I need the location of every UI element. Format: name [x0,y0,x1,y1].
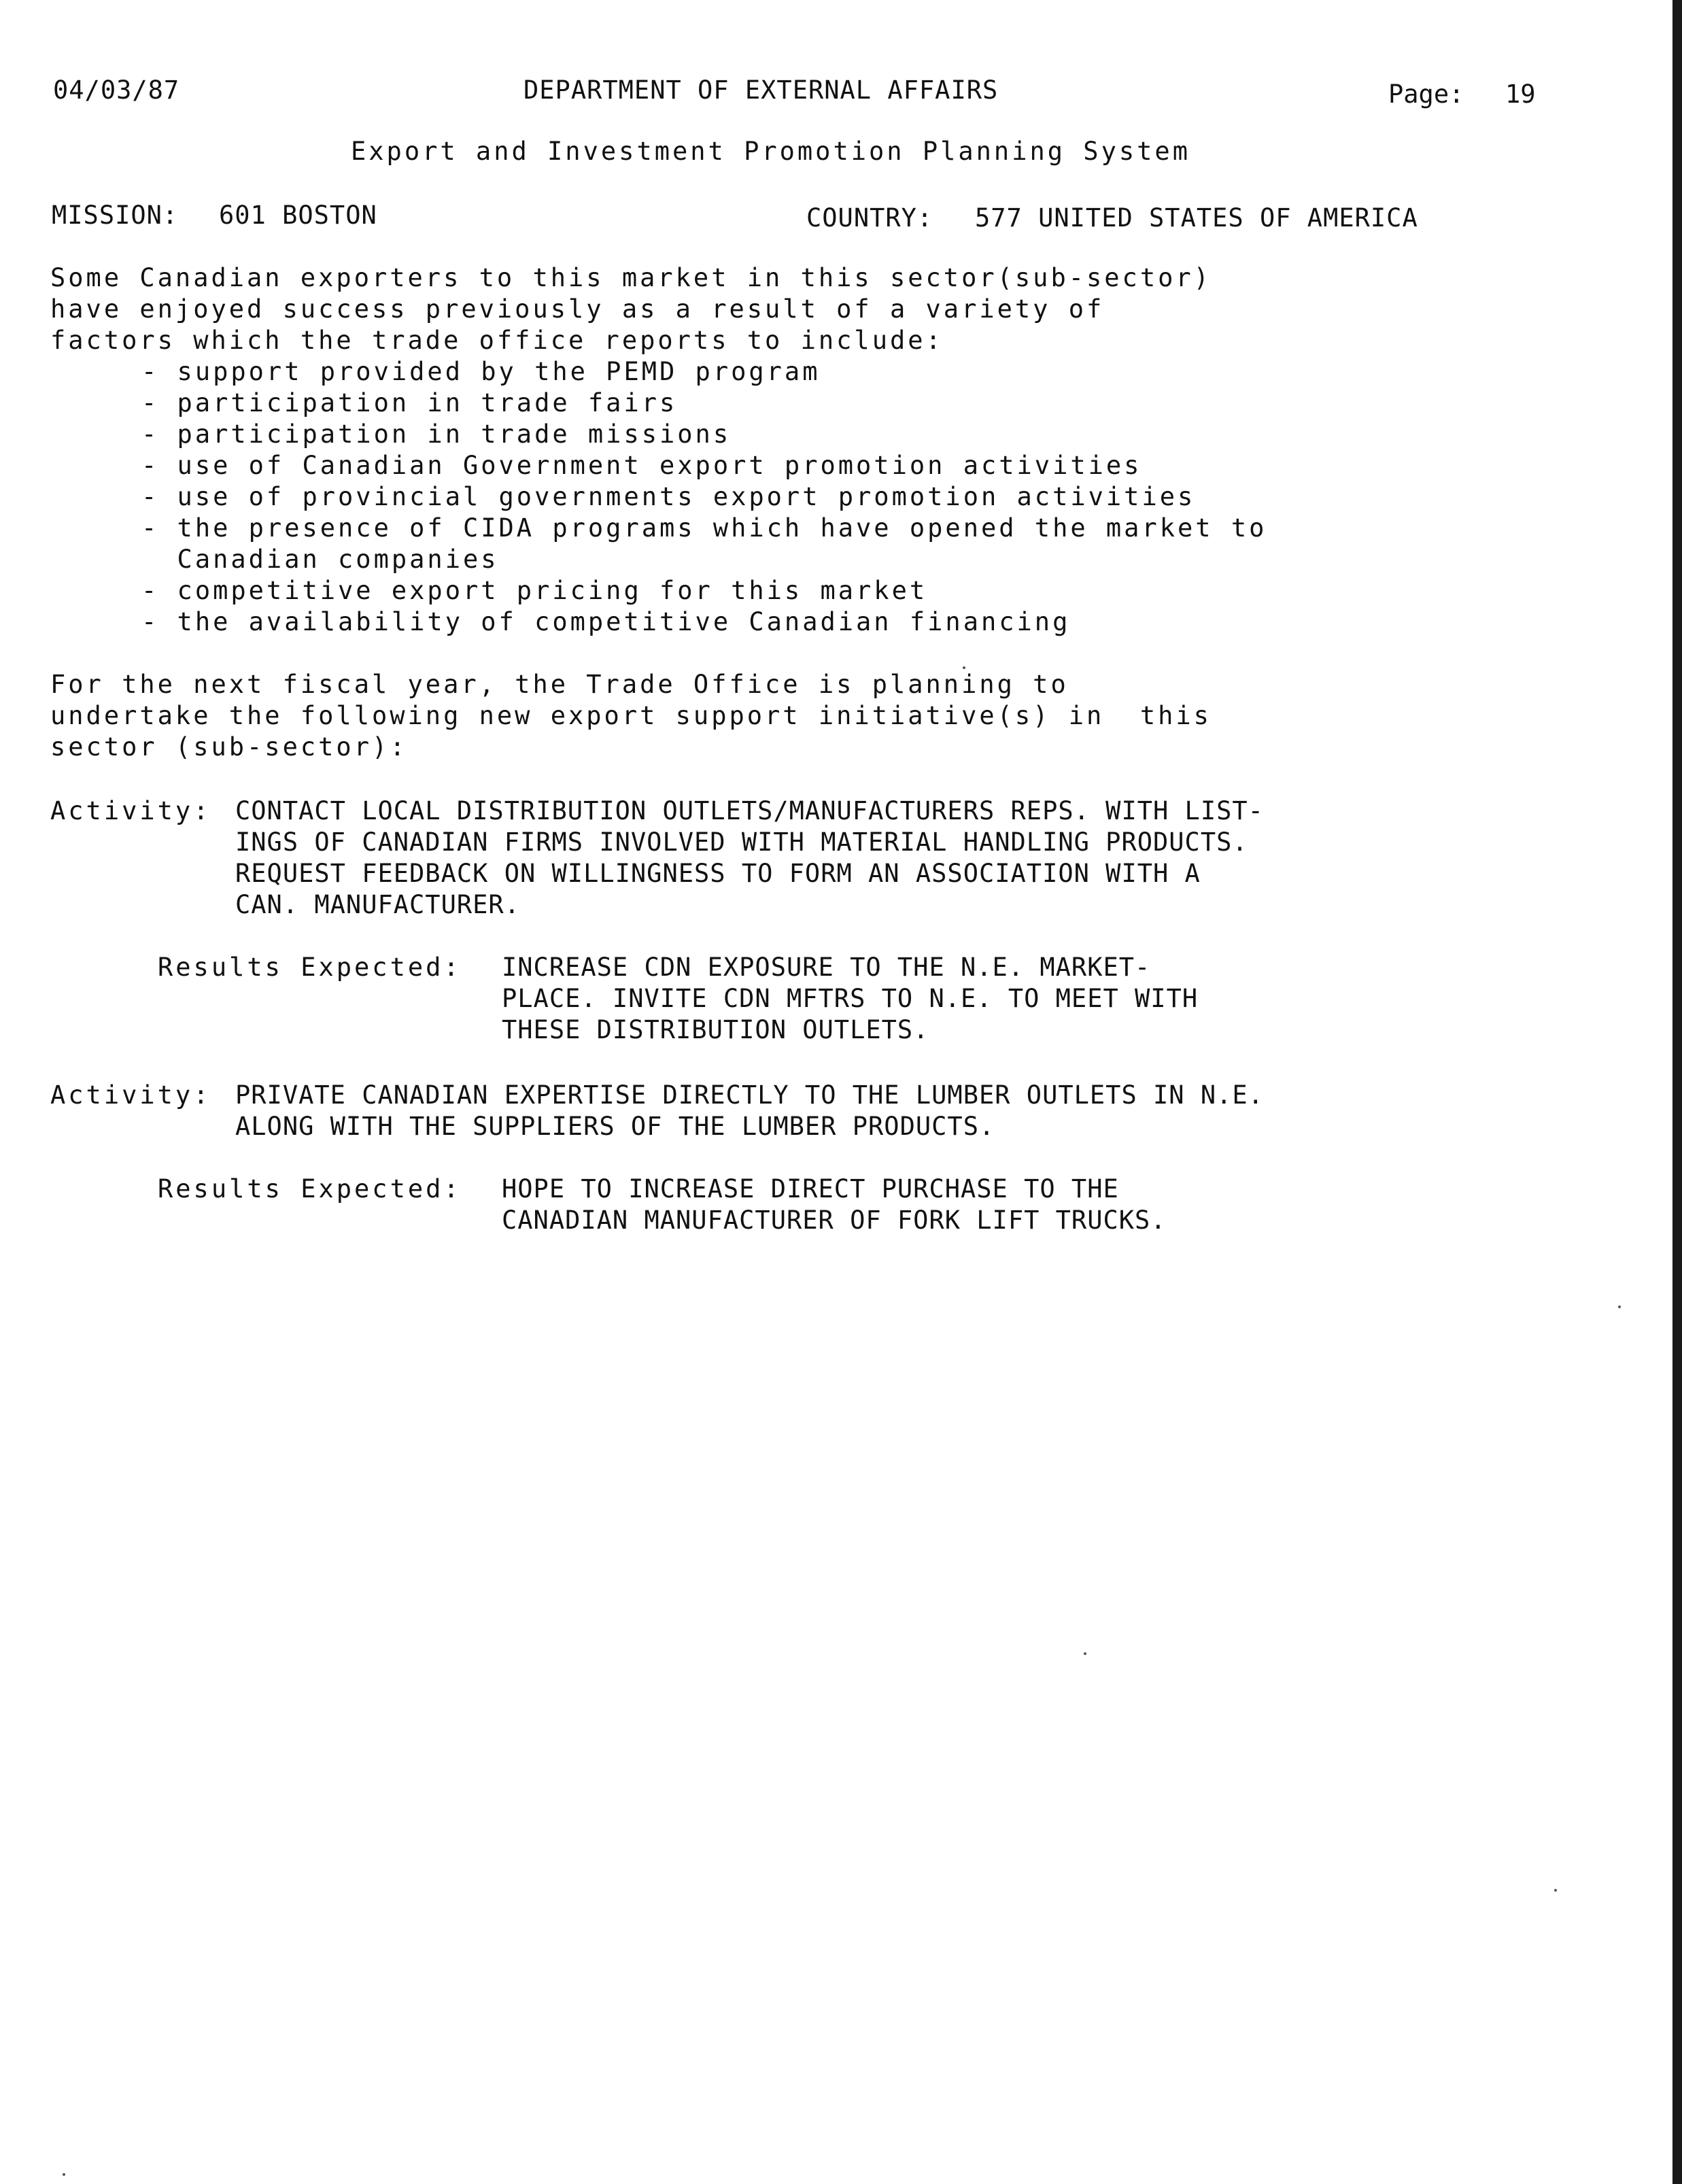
activity-label: Activity: [50,796,211,825]
success-factor-item: - the presence of CIDA programs which have opened the market to [141,513,1267,543]
activity-text-line: REQUEST FEEDBACK ON WILLINGNESS TO FORM AN ASSOCIATION WITH A [235,859,1201,888]
success-intro-line: Some Canadian exporters to this market in this sector(sub-sector) [50,263,1212,292]
activity-text-line: CONTACT LOCAL DISTRIBUTION OUTLETS/MANUFACTURERS REPS. WITH LIST- [235,796,1264,825]
results-expected-label: Results Expected: [158,1174,462,1204]
report-date: 04/03/87 [53,75,180,105]
results-expected-line: THESE DISTRIBUTION OUTLETS. [502,1015,929,1044]
activity-text-line: PRIVATE CANADIAN EXPERTISE DIRECTLY TO THE LUMBER OUTLETS IN N.E. [235,1080,1264,1110]
mission-label: MISSION: [52,201,179,230]
system-title: Export and Investment Promotion Planning System [351,137,1190,166]
activity-text-line: ALONG WITH THE SUPPLIERS OF THE LUMBER PRODUCTS. [235,1112,995,1141]
success-factor-item: - use of Canadian Government export promotion activities [141,451,1142,480]
success-factor-item: - use of provincial governments export promotion activities [141,482,1196,511]
results-expected-line: CANADIAN MANUFACTURER OF FORK LIFT TRUCKS. [502,1206,1167,1235]
success-factor-item: Canadian companies [141,545,499,574]
results-expected-line: HOPE TO INCREASE DIRECT PURCHASE TO THE [502,1174,1119,1204]
activity-text-line: INGS OF CANADIAN FIRMS INVOLVED WITH MATERIAL HANDLING PRODUCTS. [235,827,1248,857]
success-intro-line: have enjoyed success previously as a result of a variety of [50,294,1105,324]
activity-text-line: CAN. MANUFACTURER. [235,890,520,919]
scan-speck [963,666,965,669]
plan-intro-line: sector (sub-sector): [50,732,408,762]
plan-intro-line: For the next fiscal year, the Trade Office is planning to [50,670,1069,699]
department-name: DEPARTMENT OF EXTERNAL AFFAIRS [524,75,999,105]
success-factor-item: - participation in trade missions [141,420,732,449]
success-factor-item: - the availability of competitive Canadian financing [141,607,1071,636]
scan-speck [1618,1306,1621,1308]
scan-speck [63,2173,65,2176]
page-edge-scan-border [1672,0,1682,2184]
success-factor-item: - competitive export pricing for this market [141,576,928,605]
results-expected-label: Results Expected: [158,953,462,982]
scan-speck [1084,1652,1086,1655]
mission-value: 601 BOSTON [219,201,377,230]
plan-intro-line: undertake the following new export support initiative(s) in this [50,701,1212,730]
activity-label: Activity: [50,1080,211,1110]
results-expected-line: INCREASE CDN EXPOSURE TO THE N.E. MARKET- [502,953,1151,982]
country-label: COUNTRY: [806,203,933,233]
success-factor-item: - support provided by the PEMD program [141,357,821,386]
success-intro-line: factors which the trade office reports to include: [50,326,944,355]
results-expected-line: PLACE. INVITE CDN MFTRS TO N.E. TO MEET WITH [502,984,1199,1013]
success-factor-item: - participation in trade fairs [141,388,678,417]
country-value: 577 UNITED STATES OF AMERICA [975,203,1418,233]
scan-speck [1554,1889,1557,1892]
page-label: Page: [1388,80,1464,109]
page-number: 19 [1505,80,1536,109]
